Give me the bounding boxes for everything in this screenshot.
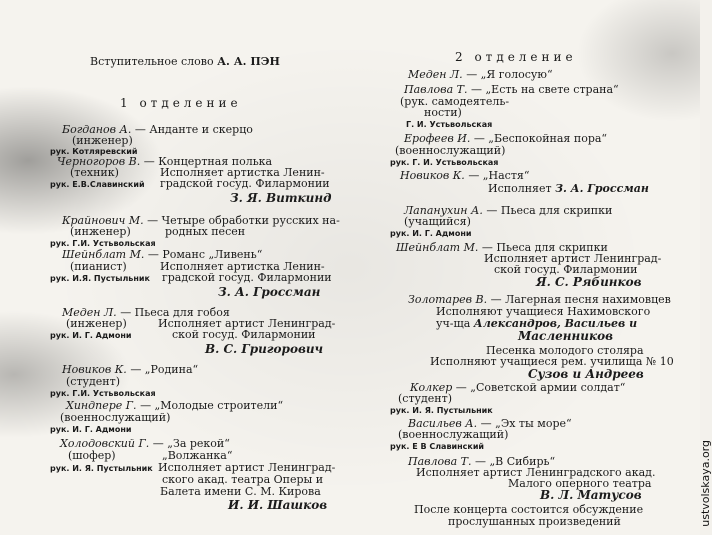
supervisor: рук. Г.И. Устьвольская	[50, 239, 156, 248]
performer-line: уч-ща	[436, 317, 471, 330]
role: (инженер)	[66, 317, 127, 330]
work-title: — „В Сибирь“	[474, 455, 556, 468]
watermark-link: ustvolskaya.org	[699, 440, 712, 527]
footer-line: прослушанных произведений	[448, 515, 621, 528]
left-section-heading: 1 отделение	[120, 96, 242, 110]
supervisor: рук. И. Я. Пустыльник	[50, 464, 153, 473]
role: (инженер)	[72, 134, 133, 147]
role: (техник)	[70, 166, 119, 179]
work-title-cont: „Волжанка“	[162, 449, 233, 462]
work-title: — „Я голосую“	[466, 68, 553, 81]
work-title: — Четыре обработки русских на-	[147, 214, 340, 227]
work-title: — „Молодые строители“	[140, 399, 284, 412]
performer-line: Исполняет артистка Ленин-	[160, 260, 325, 273]
performer: З. А. Гроссман	[218, 285, 321, 299]
performer-line: Малого оперного театра	[508, 477, 652, 490]
role: (пианист)	[70, 260, 127, 273]
supervisor: рук. Г. И. Устьвольская	[390, 158, 499, 167]
composer: Новиков К.	[400, 169, 465, 182]
work-title: — Пьеса для гобоя	[120, 306, 230, 319]
performer: В. С. Григорович	[205, 342, 324, 356]
performer-line: Исполняют учащиеся рем. училища № 10	[430, 355, 674, 368]
supervisor: рук. Г.И. Устьвольская	[50, 389, 156, 398]
performer-line: градской госуд. Филармонии	[162, 271, 332, 284]
performer: И. И. Шашков	[228, 498, 328, 512]
composer: Васильев А.	[408, 417, 478, 430]
performer-line: ской госуд. Филармонии	[172, 328, 316, 341]
performer-line: Исполняет артист Ленинградского акад.	[416, 466, 656, 479]
composer: Колкер	[410, 381, 453, 394]
role: ности)	[424, 106, 462, 119]
composer: Богданов А.	[62, 123, 132, 136]
composer: Холодовский Г.	[60, 437, 150, 450]
right-entry-4-title	[400, 170, 529, 182]
right-section-heading: 2 отделение	[455, 50, 577, 64]
intro-name: А. А. ПЭН	[217, 55, 280, 68]
composer: Меден Л.	[408, 68, 463, 81]
work-title: — „Настя“	[468, 169, 530, 182]
performer-line: Исполняют учащиеся Нахимовского	[436, 305, 651, 318]
role: (военнослужащий)	[60, 411, 171, 424]
work-title: Песенка молодого столяра	[486, 344, 644, 357]
role: (военнослужащий)	[398, 428, 509, 441]
composer: Шейнблат М.	[62, 248, 145, 261]
work-title: — „Родина“	[130, 363, 199, 376]
composer: Ерофеев И.	[404, 132, 471, 145]
footer-line: После концерта состоится обсуждение	[414, 503, 644, 516]
supervisor: рук. Котляревский	[50, 147, 138, 156]
work-title: — „Советской армии солдат“	[455, 381, 626, 394]
performer: Сузов и Андреев	[528, 367, 644, 381]
work-title: — Пьеса для скрипки	[481, 241, 608, 254]
supervisor: рук. И. Г. Адмони	[50, 425, 132, 434]
composer: Золотарев В.	[408, 293, 488, 306]
work-title: — Анданте и скерцо	[134, 123, 253, 136]
role: (студент)	[66, 375, 121, 388]
performer-line: Исполняет артистка Ленин-	[160, 166, 325, 179]
role: (студент)	[398, 392, 453, 405]
work-title: — Лагерная песня нахимовцев	[490, 293, 671, 306]
work-title: — „Есть на свете страна“	[470, 83, 619, 96]
work-title: — „Эх ты море“	[480, 417, 572, 430]
supervisor: рук. И. Я. Пустыльник	[390, 406, 493, 415]
work-title: — Концертная полька	[143, 155, 273, 168]
work-title-cont: родных песен	[165, 225, 246, 238]
performer: Масленников	[518, 329, 614, 343]
performer-line: Исполняет артист Ленинград-	[158, 461, 336, 474]
performer-label: Исполняет	[488, 182, 552, 195]
intro-line	[90, 56, 280, 68]
composer: Хиндпере Г.	[66, 399, 137, 412]
role: (военнослужащий)	[395, 144, 506, 157]
performer: Я. С. Рябинков	[536, 275, 642, 289]
intro-label: Вступительное слово	[90, 55, 214, 68]
supervisor: Г. И. Устьвольская	[406, 120, 493, 129]
supervisor: рук. Е В Славинский	[390, 442, 485, 451]
performer: Александров, Васильев и	[473, 317, 638, 330]
performer-line: ской госуд. Филармонии	[494, 263, 638, 276]
role: (учащийся)	[404, 215, 471, 228]
work-title: — Романс „Ливень“	[147, 248, 263, 261]
performer: З. А. Гроссман	[555, 182, 649, 195]
composer: Лапанухин А.	[404, 204, 483, 217]
composer: Черногоров В.	[57, 155, 141, 168]
work-title: — „За рекой“	[152, 437, 230, 450]
composer: Меден Л.	[62, 306, 117, 319]
supervisor: рук. И. Г. Адмони	[50, 331, 132, 340]
supervisor: рук. Е.В.Славинский	[50, 180, 145, 189]
performer-line: градской госуд. Филармонии	[160, 177, 330, 190]
composer: Павлова Т.	[404, 83, 468, 96]
work-title: — Пьеса для скрипки	[486, 204, 613, 217]
role: (инженер)	[70, 225, 131, 238]
performer: В. Л. Матусов	[540, 488, 642, 502]
role: (шофер)	[68, 449, 116, 462]
supervisor: рук. И.Я. Пустыльник	[50, 274, 150, 283]
performer-line: Исполняет артист Ленинград-	[158, 317, 336, 330]
performer-line: Исполняет артист Ленинград-	[484, 252, 662, 265]
performer-line: Балета имени С. М. Кирова	[160, 485, 321, 498]
work-title: — „Беспокойная пора“	[473, 132, 608, 145]
composer: Новиков К.	[62, 363, 127, 376]
composer: Крайнович М.	[62, 214, 144, 227]
supervisor: рук. И. Г. Адмони	[390, 229, 472, 238]
composer: Павлова Т.	[408, 455, 472, 468]
right-entry-1-title	[408, 69, 553, 81]
performer: З. Я. Виткинд	[230, 191, 332, 205]
performer-line: ского акад. театра Оперы и	[162, 473, 324, 486]
right-entry-4-performer	[488, 183, 649, 195]
composer: Шейнблат М.	[396, 241, 479, 254]
role: (рук. самодеятель-	[400, 95, 510, 108]
